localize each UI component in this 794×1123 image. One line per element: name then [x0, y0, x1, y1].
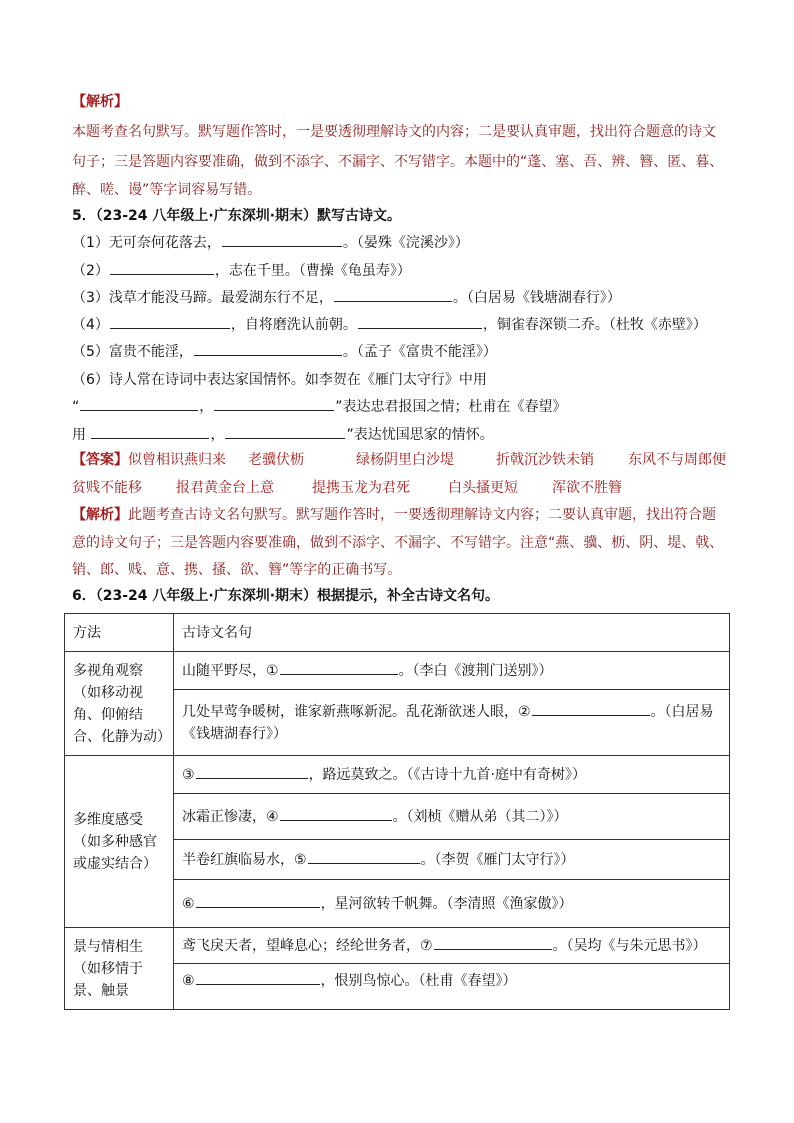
- q5-answers-row-1: [72, 450, 726, 470]
- answer-item: 似曾相识燕归来: [128, 452, 226, 468]
- q5-item-1: [72, 232, 469, 253]
- answer-item: 提携玉龙为君死: [312, 480, 410, 496]
- poem-source: 。（吴均《与朱元思书》）: [552, 937, 707, 954]
- answer-item: 贫贱不能移: [72, 480, 142, 496]
- method-scene-emotion: 景与情相生（如移情于景、触景: [65, 928, 174, 1010]
- answer-item: 东风不与周郎便: [628, 452, 726, 468]
- q6-table: [64, 613, 730, 1010]
- q5-item-6: （6）诗人常在诗词中表达家国情怀。如李贺在《雁门太守行》中用: [72, 372, 487, 388]
- poem-source: 。（李贺《雁门太守行》）: [420, 851, 575, 868]
- poem-source: 。（刘桢《赠从弟（其二）》）: [392, 808, 568, 825]
- header-method: 方法: [65, 614, 174, 652]
- answer-blank[interactable]: [358, 314, 482, 329]
- q5-item-6-text: ”表达忠君报国之情；杜甫在《春望》: [335, 399, 567, 415]
- q4-analysis-line-2: 句子；三是答题内容要准确，做到不添字、不漏字、不写错字。本题中的“蓬、塞、吾、辨、簪、匿、暮、: [72, 154, 724, 170]
- q4-analysis-label: 【解析】: [72, 94, 128, 110]
- method-multi-sense: 多维度感受（如多种感官或虚实结合）: [65, 756, 174, 928]
- poem-source: 。（白居易: [650, 703, 714, 720]
- q5-item-4-text-2: ，自将磨洗认前朝。: [230, 317, 357, 333]
- answer-blank[interactable]: [434, 935, 552, 950]
- answer-blank[interactable]: [280, 660, 398, 675]
- table-row: [65, 756, 730, 794]
- q5-item-6-text-2: ”表达忧国思家的情怀。: [346, 427, 494, 443]
- q5-item-3-text: （3）浅草才能没马蹄。最爱湖东行不足，: [72, 290, 333, 306]
- poem-source: ，路远莫致之。（《古诗十九首·庭中有奇树》）: [308, 766, 587, 783]
- answer-blank[interactable]: [222, 232, 342, 247]
- answer-blank[interactable]: [110, 314, 230, 329]
- answer-item: 折戟沉沙铁未销: [496, 452, 594, 468]
- q5-analysis-line-1: [72, 505, 716, 525]
- answer-blank[interactable]: [308, 849, 420, 864]
- answer-item: 报君黄金台上意: [176, 480, 274, 496]
- q5-item-2-source: ，志在千里。（曹操《龟虽寿》）: [214, 263, 411, 279]
- poem-cell-6: [174, 880, 730, 928]
- answer-item: 老骥伏枥: [248, 452, 304, 468]
- q5-item-5-source: 。（孟子《富贵不能淫》）: [342, 344, 497, 360]
- poem-cell-3: [174, 756, 730, 794]
- comma: ，: [199, 399, 214, 415]
- answer-blank[interactable]: [80, 396, 198, 411]
- q5-answers-row-2: [72, 478, 622, 498]
- answer-item: 绿杨阴里白沙堤: [356, 452, 454, 468]
- q5-item-6-prefix: 用: [72, 427, 86, 443]
- answer-blank[interactable]: [196, 764, 308, 779]
- method-multi-angle: 多视角观察（如移动视角、仰俯结合、化静为动）: [65, 652, 174, 756]
- q5-item-2: [72, 260, 411, 281]
- answer-blank[interactable]: [532, 701, 650, 716]
- poem-cell-1: [174, 652, 730, 690]
- table-row: [65, 928, 730, 964]
- q5-item-4: [72, 314, 707, 335]
- answer-label: 【答案】: [72, 452, 128, 468]
- poem-text: 鸢飞戾天者，望峰息心；经纶世务者，⑦: [182, 937, 433, 954]
- table-row: [65, 652, 730, 690]
- poem-text: 几处早莺争暖树，谁家新燕啄新泥。乱花渐欲迷人眼，②: [182, 703, 531, 720]
- q5-item-5-text: （5）富贵不能淫，: [72, 344, 193, 360]
- answer-blank[interactable]: [225, 424, 345, 439]
- q5-item-4-text: （4）: [72, 317, 109, 333]
- answer-blank[interactable]: [196, 970, 320, 985]
- answer-blank[interactable]: [334, 287, 452, 302]
- poem-text: 山随平野尽，①: [182, 662, 279, 679]
- answer-blank[interactable]: [194, 341, 342, 356]
- q5-item-1-source: 。（晏殊《浣溪沙》）: [342, 235, 469, 251]
- answer-blank[interactable]: [214, 396, 334, 411]
- poem-source: ，星河欲转千帆舞。（李清照《渔家傲》）: [320, 895, 573, 912]
- q5-item-3-source: 。（白居易《钱塘湖春行》）: [452, 290, 621, 306]
- analysis-text: 此题考查古诗文名句默写。默写题作答时，一要透彻理解诗文内容；二要认真审题，找出符合题: [128, 507, 716, 523]
- answer-item: 浑欲不胜簪: [552, 480, 622, 496]
- q4-analysis-line-3: 醉、嗟、谩”等字词容易写错。: [72, 182, 262, 198]
- answer-blank[interactable]: [280, 806, 392, 821]
- q5-item-1-text: （1）无可奈何花落去，: [72, 235, 221, 251]
- q4-analysis-line-1: 本题考查名句默写。默写题作答时，一是要透彻理解诗文的内容；二是要认真审题，找出符合题意的诗文: [72, 124, 716, 140]
- poem-text: 半卷红旗临易水，⑤: [182, 851, 307, 868]
- poem-text: ⑧: [182, 973, 195, 989]
- comma: ，: [210, 427, 225, 443]
- answer-blank[interactable]: [110, 260, 214, 275]
- q5-item-4-source: ，铜雀春深锁二乔。（杜牧《赤壁》）: [482, 317, 707, 333]
- poem-text: ⑥: [182, 895, 195, 912]
- poem-cell-5: [174, 840, 730, 880]
- q5-heading: 5．（23-24 八年级上·广东深圳·期末）默写古诗文。: [72, 208, 402, 224]
- q5-analysis-line-2: 意的诗文句子；三是答题内容要准确，做到不添字、不漏字、不写错字。注意“燕、骥、枥、阴、堤、戟、: [72, 535, 724, 551]
- poem-cell-4: [174, 794, 730, 840]
- q5-analysis-line-3: 销、郎、贱、意、携、搔、欲、簪”等字的正确书写。: [72, 562, 402, 578]
- q6-heading: 6．（23-24 八年级上·广东深圳·期末）根据提示，补全古诗文名句。: [72, 588, 500, 604]
- poem-source-2: 《钱塘湖春行》）: [182, 725, 287, 742]
- quote-mark: “: [72, 399, 80, 415]
- poem-text: 冰霜正惨凄，④: [182, 808, 279, 825]
- poem-source: ，恨别鸟惊心。（杜甫《春望》）: [320, 973, 517, 989]
- answer-item: 白头搔更短: [448, 480, 518, 496]
- q5-item-6-line-3: [72, 424, 494, 445]
- header-poems: 古诗文名句: [174, 614, 730, 652]
- poem-source: 。（李白《渡荆门送别》）: [398, 662, 553, 679]
- answer-blank[interactable]: [91, 424, 209, 439]
- poem-cell-8: [174, 964, 730, 1010]
- q5-item-3: [72, 287, 621, 308]
- q5-item-6-line-2: [72, 396, 567, 417]
- poem-cell-7: [174, 928, 730, 964]
- answer-blank[interactable]: [196, 893, 320, 908]
- analysis-label: 【解析】: [72, 507, 128, 523]
- q5-item-5: [72, 341, 497, 362]
- table-header-row: [65, 614, 730, 652]
- q5-item-2-text: （2）: [72, 263, 109, 279]
- poem-cell-2: [174, 690, 730, 756]
- poem-text: ③: [182, 766, 195, 783]
